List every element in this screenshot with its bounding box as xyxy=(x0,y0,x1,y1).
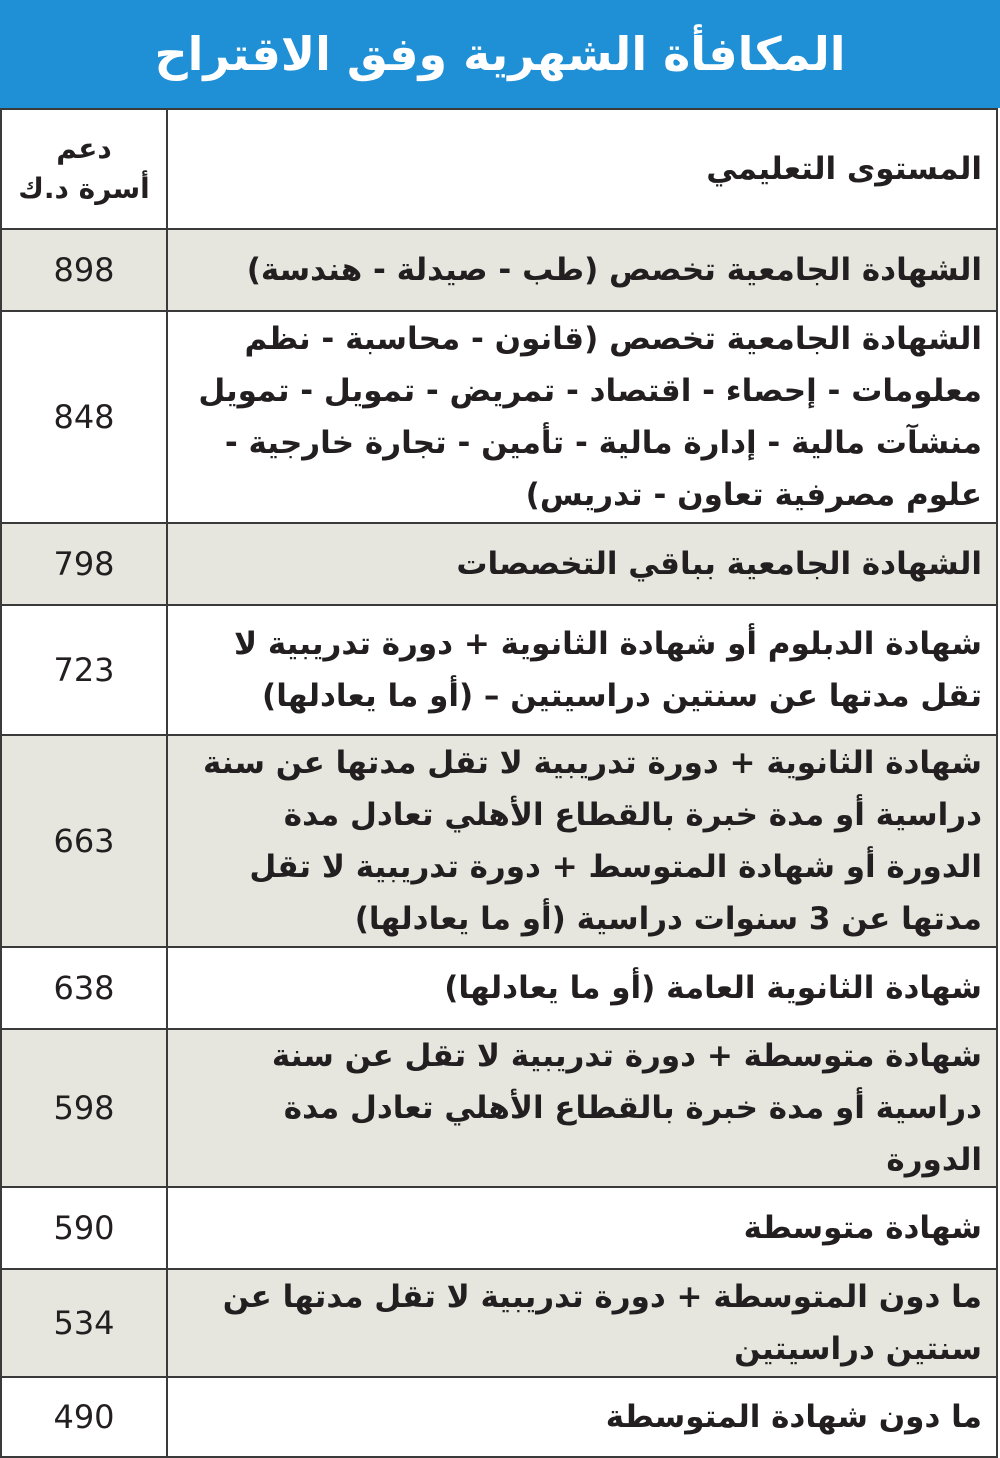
page-title: المكافأة الشهرية وفق الاقتراح xyxy=(154,27,846,81)
salary-table-wrapper xyxy=(0,108,1000,1458)
header-support-line1: دعم xyxy=(56,132,112,165)
row-description: شهادة متوسطة xyxy=(167,1187,997,1269)
table-row xyxy=(1,1269,997,1377)
row-value: 598 xyxy=(1,1029,167,1187)
salary-table xyxy=(0,108,998,1458)
header-support-line2: أسرة د.ك xyxy=(18,172,150,205)
row-description: ما دون شهادة المتوسطة xyxy=(167,1377,997,1457)
row-value: 534 xyxy=(1,1269,167,1377)
row-value: 898 xyxy=(1,229,167,311)
row-description: الشهادة الجامعية تخصص (قانون - محاسبة - نظم معلومات - إحصاء - اقتصاد - تمريض - تمويل - تمويل منشآت مالية - إدارة مالية - تأمين - تجارة خارجية - علوم مصرفية تعاون - تدريس) xyxy=(167,311,997,523)
row-description: ما دون المتوسطة + دورة تدريبية لا تقل مدتها عن سنتين دراسيتين xyxy=(167,1269,997,1377)
table-row xyxy=(1,605,997,735)
table-row xyxy=(1,1377,997,1457)
row-value: 638 xyxy=(1,947,167,1029)
row-value: 490 xyxy=(1,1377,167,1457)
table-header-row xyxy=(1,109,997,229)
header-support-cell xyxy=(1,109,167,229)
row-value: 848 xyxy=(1,311,167,523)
row-description: الشهادة الجامعية تخصص (طب - صيدلة - هندسة) xyxy=(167,229,997,311)
table-row xyxy=(1,735,997,947)
row-value: 723 xyxy=(1,605,167,735)
table-row xyxy=(1,311,997,523)
table-row xyxy=(1,523,997,605)
table-row xyxy=(1,1029,997,1187)
table-row xyxy=(1,229,997,311)
row-value: 798 xyxy=(1,523,167,605)
table-row xyxy=(1,1187,997,1269)
title-bar xyxy=(0,0,1000,108)
row-description: شهادة الثانوية العامة (أو ما يعادلها) xyxy=(167,947,997,1029)
row-description: شهادة الدبلوم أو شهادة الثانوية + دورة تدريبية لا تقل مدتها عن سنتين دراسيتين – (أو ما يعادلها) xyxy=(167,605,997,735)
header-level-cell: المستوى التعليمي xyxy=(167,109,997,229)
row-value: 663 xyxy=(1,735,167,947)
row-description: شهادة متوسطة + دورة تدريبية لا تقل عن سنة دراسية أو مدة خبرة بالقطاع الأهلي تعادل مدة الدورة xyxy=(167,1029,997,1187)
row-value: 590 xyxy=(1,1187,167,1269)
table-row xyxy=(1,947,997,1029)
row-description: الشهادة الجامعية بباقي التخصصات xyxy=(167,523,997,605)
row-description: شهادة الثانوية + دورة تدريبية لا تقل مدتها عن سنة دراسية أو مدة خبرة بالقطاع الأهلي تعادل مدة الدورة أو شهادة المتوسط + دورة تدريبية لا تقل مدتها عن 3 سنوات دراسية (أو ما يعادلها) xyxy=(167,735,997,947)
